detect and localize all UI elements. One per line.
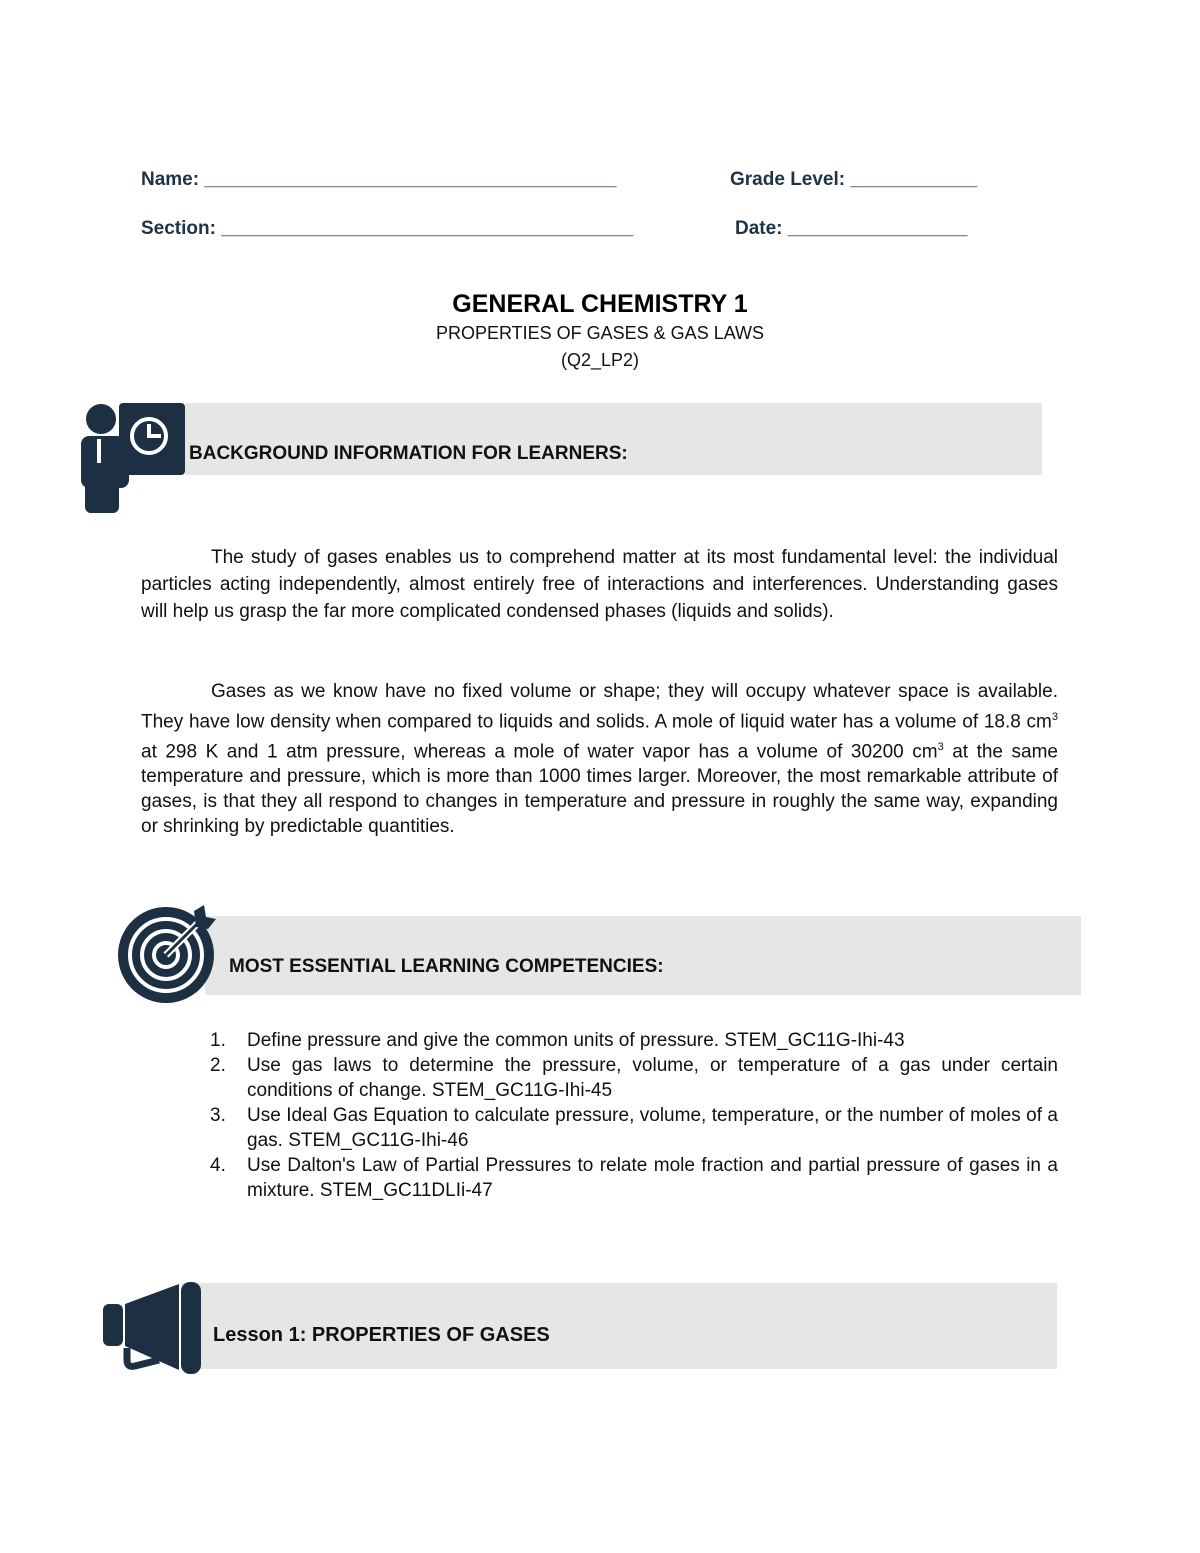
grade-level-field[interactable] <box>730 169 977 191</box>
grade-level-blank[interactable]: ____________ <box>850 169 978 190</box>
section-field[interactable] <box>141 218 633 240</box>
section-blank[interactable]: _______________________________________ <box>221 218 634 239</box>
document-code: (Q2_LP2) <box>560 350 640 370</box>
list-item: 4. Use Dalton's Law of Partial Pressures to relate mole fraction and partial pressure of gases in a mixture. STEM_GC11DLIi-47 <box>210 1155 1058 1201</box>
target-icon <box>116 903 218 1005</box>
competencies-list <box>210 1028 1058 1203</box>
list-item: 2. Use gas laws to determine the pressure, volume, or temperature of a gas under certain conditions of change. STEM_GC11G-Ihi-45 <box>210 1055 1058 1101</box>
lesson-heading <box>213 1324 550 1347</box>
list-item: 1. Define pressure and give the common units of pressure. STEM_GC11G-Ihi-43 <box>210 1030 905 1051</box>
name-blank[interactable]: _______________________________________ <box>204 169 617 190</box>
presenter-icon <box>79 403 189 515</box>
background-paragraph-2: Gases as we know have no fixed volume or shape; they will occupy whatever space is available. They have low density when compared to liquids and solids. A mole of liquid water has a volume of 18.8 $cm^3$ at 298 K and 1 atm pressure, whereas a mole of water vapor has a volume of 30200 $cm^3$ at the same temperature and pressure, which is more than 1000 times larger. Moreover, the most remarkable attribute of gases, is that they all respond to changes in temperature and pressure in roughly the same way, expanding or shrinking by predictable quantities. <box>141 681 1058 837</box>
background-paragraph-1-text: The study of gases enables us to comprehend matter at its most fundamental level: the individual particles acting independently, almost entirely free of interactions and interferences. Understanding gases will help us grasp the far more complicated condensed phases (liquids and solids). <box>141 547 1058 622</box>
document-title: GENERAL CHEMISTRY 1 <box>452 290 748 318</box>
lesson-prefix: Lesson 1: <box>213 1324 312 1346</box>
name-label: Name: <box>141 169 200 190</box>
list-item: 3. Use Ideal Gas Equation to calculate pressure, volume, temperature, or the number of moles of a gas. STEM_GC11G-Ihi-46 <box>210 1105 1058 1151</box>
grade-level-label: Grade Level: <box>730 169 846 190</box>
date-field[interactable] <box>735 218 967 240</box>
lesson-title: PROPERTIES OF GASES <box>311 1324 550 1346</box>
section-label: Section: <box>141 218 216 239</box>
background-paragraph-1 <box>141 544 1058 625</box>
megaphone-icon <box>101 1282 205 1376</box>
name-field[interactable] <box>141 169 616 191</box>
date-blank[interactable]: _________________ <box>787 218 968 239</box>
background-heading: BACKGROUND INFORMATION FOR LEARNERS: <box>189 443 628 464</box>
date-label: Date: <box>735 218 783 239</box>
competencies-heading: MOST ESSENTIAL LEARNING COMPETENCIES: <box>229 956 664 977</box>
document-subtitle: PROPERTIES OF GASES & GAS LAWS <box>435 323 765 343</box>
